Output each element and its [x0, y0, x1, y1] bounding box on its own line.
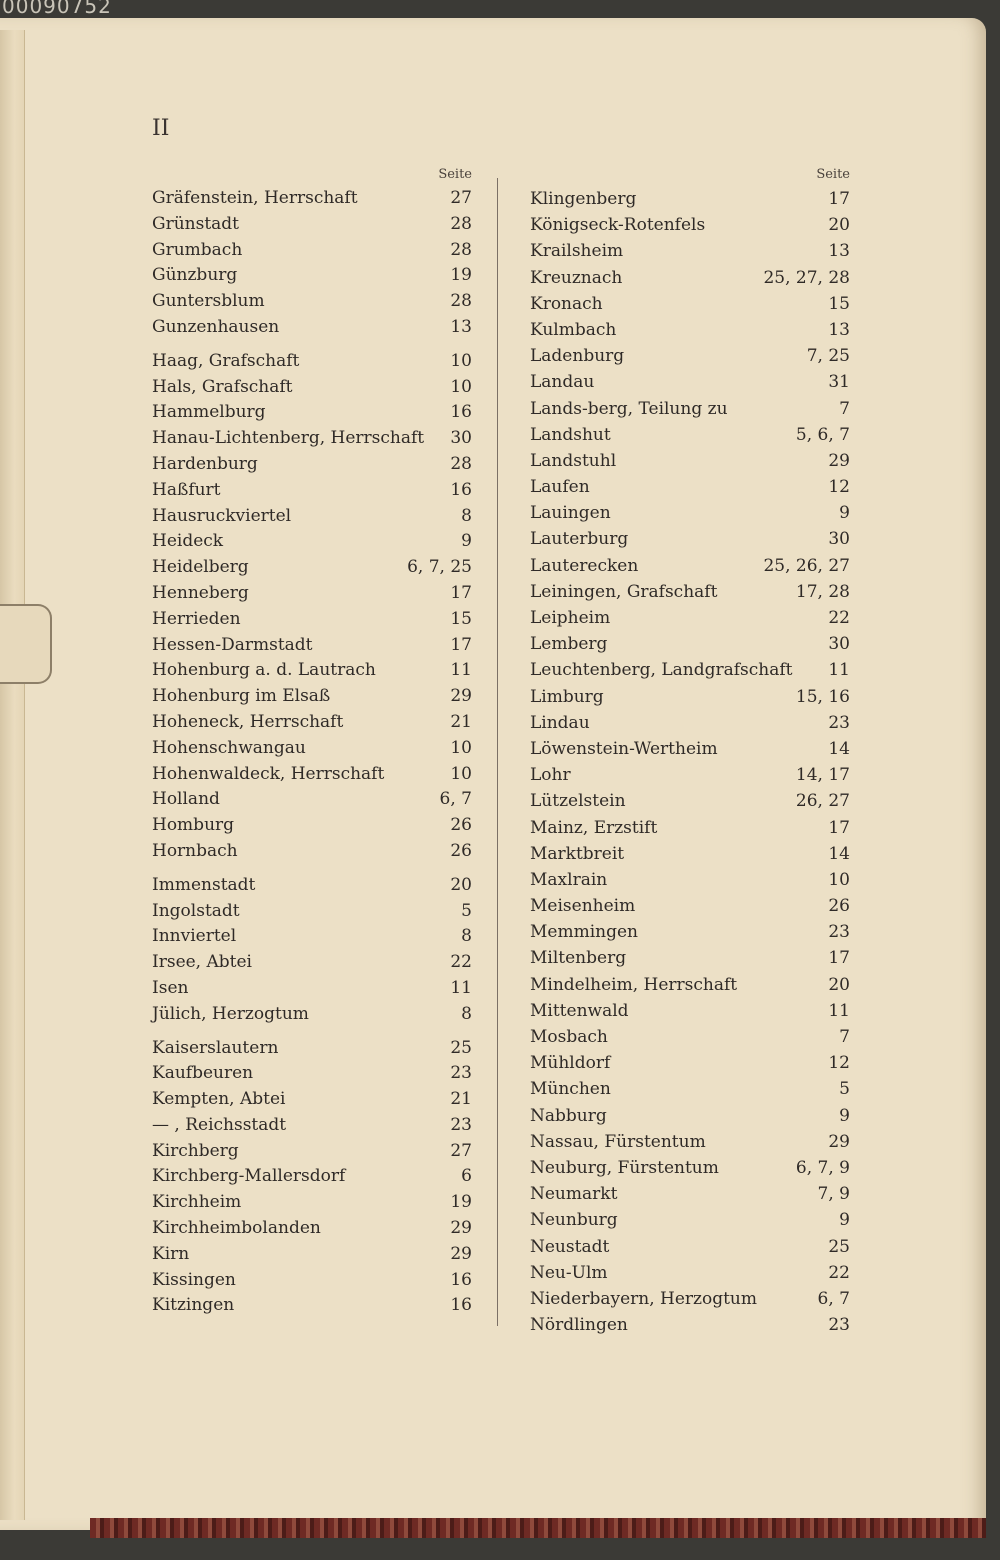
- index-entry: [530, 238, 850, 264]
- entry-name: Holland: [152, 789, 220, 810]
- entry-name: Mühldorf: [530, 1053, 611, 1074]
- entry-pages: 9: [839, 1105, 850, 1126]
- index-entry: [530, 1129, 850, 1155]
- entry-pages: 9: [839, 503, 850, 524]
- entry-name: Isen: [152, 977, 189, 998]
- entry-pages: 8: [461, 1003, 472, 1024]
- index-entry: [530, 1234, 850, 1260]
- entry-name: Leiningen, Grafschaft: [530, 581, 718, 602]
- entry-name: Homburg: [152, 815, 235, 836]
- entry-name: Hohenschwangau: [152, 737, 306, 758]
- index-entry: [530, 291, 850, 317]
- entry-name: Guntersblum: [152, 291, 265, 312]
- entry-name: Hanau-Lichtenberg, Herrschaft: [152, 428, 425, 449]
- entry-name: Nördlingen: [530, 1315, 628, 1336]
- index-entry: [152, 658, 472, 684]
- index-entry: [152, 555, 472, 581]
- index-entry: [152, 813, 472, 839]
- entry-pages: 9: [461, 531, 472, 552]
- index-entry: [530, 317, 850, 343]
- entry-name: Leipheim: [530, 608, 611, 628]
- index-entry: [152, 478, 472, 504]
- entry-name: Mittenwald: [530, 1000, 629, 1021]
- entry-name: Nabburg: [530, 1105, 607, 1126]
- entry-pages: 30: [828, 529, 850, 550]
- index-entry: [530, 657, 850, 683]
- index-entry: [152, 1002, 472, 1028]
- entry-name: Königseck-Rotenfels: [530, 215, 706, 236]
- entry-pages: 7, 25: [806, 346, 850, 367]
- entry-pages: 23: [450, 1114, 472, 1135]
- entry-pages: 5: [839, 1079, 850, 1100]
- entry-name: Limburg: [530, 686, 604, 707]
- column-divider: [497, 178, 498, 1326]
- index-entry: [530, 265, 850, 291]
- entry-pages: 20: [450, 874, 472, 895]
- entry-pages: 13: [828, 319, 850, 340]
- entry-pages: 5: [461, 900, 472, 921]
- entry-pages: 29: [450, 1218, 472, 1239]
- entry-name: Kronach: [530, 293, 603, 314]
- entry-pages: 31: [828, 372, 850, 393]
- entry-name: Krailsheim: [530, 241, 624, 262]
- entry-name: Landshut: [530, 424, 611, 445]
- index-entry: [152, 1293, 472, 1319]
- entry-pages: 7: [839, 398, 850, 419]
- entry-name: Gunzenhausen: [152, 316, 280, 337]
- entry-name: Henneberg: [152, 582, 249, 603]
- entry-name: Kitzingen: [152, 1295, 235, 1316]
- entry-name: Günzburg: [152, 265, 238, 286]
- entry-pages: 14: [828, 738, 850, 759]
- entry-name: Niederbayern, Herzogtum: [530, 1288, 757, 1309]
- entry-pages: 17, 28: [795, 581, 850, 602]
- entry-name: Neumarkt: [530, 1184, 618, 1205]
- index-entry: [530, 1207, 850, 1233]
- index-entry: [530, 815, 850, 841]
- index-entry: [152, 839, 472, 865]
- index-entry: [530, 1103, 850, 1129]
- index-entry: [152, 633, 472, 659]
- index-entry: [530, 553, 850, 579]
- index-entry: [530, 631, 850, 657]
- entry-name: Kirchheimbolanden: [152, 1218, 321, 1239]
- entry-pages: 11: [450, 660, 472, 681]
- book-spine-edge: [90, 1518, 986, 1538]
- entry-name: Ingolstadt: [152, 900, 240, 921]
- index-entry: [152, 529, 472, 555]
- index-entry: [530, 579, 850, 605]
- index-entry: [530, 867, 850, 893]
- entry-pages: 26: [828, 896, 850, 917]
- entry-name: Hardenburg: [152, 453, 258, 474]
- index-entry: [530, 212, 850, 238]
- index-entry: [152, 787, 472, 813]
- index-entry: [152, 899, 472, 925]
- entry-name: Lützelstein: [530, 791, 626, 812]
- entry-pages: 10: [450, 376, 472, 397]
- entry-name: Lohr: [530, 765, 571, 786]
- entry-name: Innviertel: [152, 926, 237, 947]
- entry-list: [530, 186, 850, 1338]
- entry-name: Lemberg: [530, 634, 608, 655]
- entry-name: Hohenwaldeck, Herrschaft: [152, 763, 385, 784]
- entry-name: Kirchberg: [152, 1140, 239, 1161]
- entry-name: Haag, Grafschaft: [152, 350, 300, 371]
- entry-name: Kirchheim: [152, 1192, 242, 1213]
- entry-pages: 6, 7, 9: [795, 1157, 850, 1178]
- entry-name: München: [530, 1079, 611, 1100]
- index-entry: [530, 448, 850, 474]
- entry-name: Neunburg: [530, 1210, 618, 1231]
- index-entry: [530, 526, 850, 552]
- entry-name: Herrieden: [152, 608, 241, 629]
- entry-pages: 10: [450, 763, 472, 784]
- entry-name: Nassau, Fürstentum: [530, 1131, 706, 1152]
- entry-pages: 25, 26, 27: [763, 555, 850, 576]
- entry-name: Leuchtenberg, Landgrafschaft: [530, 660, 793, 681]
- entry-pages: 21: [450, 711, 472, 732]
- entry-pages: 10: [450, 350, 472, 371]
- index-entry: [152, 289, 472, 315]
- entry-name: Miltenberg: [530, 948, 627, 969]
- entry-pages: 19: [450, 265, 472, 286]
- entry-name: Lindau: [530, 712, 590, 733]
- index-entry: [530, 893, 850, 919]
- entry-pages: 10: [828, 869, 850, 890]
- entry-pages: 28: [450, 213, 472, 234]
- entry-name: Klingenberg: [530, 189, 637, 209]
- entry-pages: 30: [828, 634, 850, 655]
- entry-name: Hals, Grafschaft: [152, 376, 293, 397]
- index-entry: [530, 788, 850, 814]
- index-entry: [152, 1139, 472, 1165]
- index-entry: [530, 1312, 850, 1338]
- entry-name: Memmingen: [530, 922, 638, 943]
- entry-pages: 8: [461, 505, 472, 526]
- index-entry: [152, 1087, 472, 1113]
- entry-pages: 28: [450, 239, 472, 260]
- index-column-right: [530, 164, 850, 1338]
- index-entry: [152, 581, 472, 607]
- entry-name: Neuburg, Fürstentum: [530, 1157, 719, 1178]
- column-header-seite: Seite: [816, 167, 850, 182]
- entry-pages: 15, 16: [795, 686, 850, 707]
- entry-list: [152, 186, 472, 1319]
- entry-name: Maxlrain: [530, 869, 608, 890]
- entry-pages: 25, 27, 28: [763, 267, 850, 288]
- entry-name: Kaufbeuren: [152, 1063, 254, 1084]
- entry-name: Irsee, Abtei: [152, 952, 252, 973]
- entry-name: Kaiserslautern: [152, 1037, 279, 1058]
- entry-name: Kirchberg-Mallersdorf: [152, 1166, 346, 1187]
- index-entry: [530, 474, 850, 500]
- index-entry: [530, 919, 850, 945]
- index-entry: [152, 1113, 472, 1139]
- entry-pages: 22: [828, 1262, 850, 1283]
- entry-name: Hornbach: [152, 840, 238, 861]
- entry-name: Mindelheim, Herrschaft: [530, 974, 738, 995]
- entry-pages: 6, 7: [817, 1288, 850, 1309]
- entry-pages: 22: [450, 952, 472, 973]
- entry-pages: 23: [450, 1063, 472, 1084]
- entry-pages: 16: [450, 1295, 472, 1316]
- entry-name: Hohenburg im Elsaß: [152, 686, 331, 707]
- entry-name: Ladenburg: [530, 346, 625, 367]
- entry-name: Hohenburg a. d. Lautrach: [152, 660, 376, 681]
- index-entry: [152, 212, 472, 238]
- page-stack-edge: [0, 30, 25, 1520]
- index-entry: [530, 396, 850, 422]
- entry-pages: 5, 6, 7: [795, 424, 850, 445]
- entry-pages: 23: [828, 712, 850, 733]
- entry-pages: 17: [450, 634, 472, 655]
- index-entry: [152, 1216, 472, 1242]
- index-entry: [152, 710, 472, 736]
- entry-pages: 11: [450, 977, 472, 998]
- entry-name: Neu-Ulm: [530, 1262, 608, 1283]
- entry-pages: 25: [450, 1037, 472, 1058]
- entry-pages: 20: [828, 974, 850, 995]
- entry-name: Marktbreit: [530, 843, 625, 864]
- scan-id: 00090752: [2, 0, 112, 18]
- entry-pages: 28: [450, 291, 472, 312]
- entry-pages: 11: [828, 660, 850, 681]
- page-number: II: [152, 116, 170, 141]
- entry-name: Lauterburg: [530, 529, 629, 550]
- index-entry: [152, 607, 472, 633]
- entry-pages: 15: [828, 293, 850, 314]
- entry-pages: 15: [450, 608, 472, 629]
- entry-pages: 17: [828, 948, 850, 969]
- entry-pages: 25: [828, 1236, 850, 1257]
- index-entry: [152, 1061, 472, 1087]
- entry-name: Hausruckviertel: [152, 505, 292, 526]
- entry-pages: 26: [450, 815, 472, 836]
- entry-name: Lauingen: [530, 503, 611, 524]
- entry-name: Hoheneck, Herrschaft: [152, 711, 344, 732]
- entry-pages: 12: [828, 1053, 850, 1074]
- entry-pages: 10: [450, 737, 472, 758]
- entry-name: — , Reichsstadt: [152, 1114, 287, 1135]
- index-entry: [152, 1242, 472, 1268]
- entry-name: Grumbach: [152, 239, 243, 260]
- entry-name: Kissingen: [152, 1269, 236, 1290]
- entry-pages: 29: [450, 1243, 472, 1264]
- entry-name: Landau: [530, 372, 595, 393]
- entry-pages: 9: [839, 1210, 850, 1231]
- column-header-seite: Seite: [438, 167, 472, 182]
- index-entry: [152, 950, 472, 976]
- index-entry: [530, 1050, 850, 1076]
- entry-name: Kempten, Abtei: [152, 1089, 286, 1110]
- entry-pages: 13: [450, 316, 472, 337]
- index-entry: [530, 343, 850, 369]
- entry-pages: 7, 9: [817, 1184, 850, 1205]
- index-entry: [152, 873, 472, 899]
- entry-pages: 17: [828, 817, 850, 838]
- entry-name: Meisenheim: [530, 896, 636, 917]
- index-entry: [530, 841, 850, 867]
- index-entry: [530, 1155, 850, 1181]
- index-entry: [152, 315, 472, 341]
- entry-pages: 23: [828, 1315, 850, 1336]
- entry-pages: 29: [828, 450, 850, 471]
- entry-name: Mainz, Erzstift: [530, 817, 658, 838]
- index-entry: [530, 710, 850, 736]
- index-entry: [530, 1024, 850, 1050]
- entry-name: Gräfenstein, Herrschaft: [152, 188, 358, 208]
- index-entry: [152, 504, 472, 530]
- index-entry: [530, 422, 850, 448]
- entry-pages: 11: [828, 1000, 850, 1021]
- entry-pages: 8: [461, 926, 472, 947]
- index-entry: [152, 349, 472, 375]
- entry-name: Immenstadt: [152, 874, 256, 895]
- entry-pages: 6, 7: [439, 789, 472, 810]
- index-entry: [152, 1164, 472, 1190]
- index-entry: [152, 375, 472, 401]
- entry-pages: 14, 17: [795, 765, 850, 786]
- index-entry: [530, 500, 850, 526]
- entry-pages: 13: [828, 241, 850, 262]
- index-entry: [530, 605, 850, 631]
- entry-pages: 23: [828, 922, 850, 943]
- index-entry: [530, 684, 850, 710]
- index-entry: [152, 684, 472, 710]
- index-entry: [530, 945, 850, 971]
- entry-name: Lauterecken: [530, 555, 639, 576]
- index-entry: [152, 924, 472, 950]
- index-entry: [152, 452, 472, 478]
- index-entry: [530, 369, 850, 395]
- entry-pages: 14: [828, 843, 850, 864]
- entry-name: Heidelberg: [152, 557, 249, 578]
- entry-pages: 19: [450, 1192, 472, 1213]
- entry-pages: 6: [461, 1166, 472, 1187]
- index-entry: [530, 998, 850, 1024]
- index-entry: [152, 238, 472, 264]
- entry-name: Löwenstein-Wertheim: [530, 738, 718, 759]
- entry-pages: 29: [828, 1131, 850, 1152]
- entry-pages: 7: [839, 1027, 850, 1047]
- index-entry: [530, 972, 850, 998]
- entry-pages: 16: [450, 1269, 472, 1290]
- entry-name: Kreuznach: [530, 267, 623, 288]
- index-entry: [530, 762, 850, 788]
- entry-pages: 16: [450, 402, 472, 423]
- index-entry: [530, 1181, 850, 1207]
- entry-name: Jülich, Herzogtum: [152, 1003, 309, 1024]
- index-entry: [152, 426, 472, 452]
- entry-pages: 22: [828, 608, 850, 628]
- entry-pages: 26: [450, 840, 472, 861]
- index-entry: [530, 186, 850, 212]
- entry-name: Kulmbach: [530, 319, 617, 340]
- entry-name: Haßfurt: [152, 479, 221, 500]
- entry-name: Lands-berg, Teilung zu: [530, 398, 728, 419]
- entry-pages: 16: [450, 479, 472, 500]
- entry-pages: 27: [450, 1140, 472, 1161]
- entry-pages: 30: [450, 428, 472, 449]
- entry-pages: 12: [828, 477, 850, 498]
- index-entry: [530, 1260, 850, 1286]
- index-entry: [530, 1286, 850, 1312]
- entry-name: Kirn: [152, 1243, 190, 1264]
- entry-name: Hammelburg: [152, 402, 266, 423]
- entry-pages: 26, 27: [795, 791, 850, 812]
- entry-name: Neustadt: [530, 1236, 610, 1257]
- index-entry: [152, 1190, 472, 1216]
- index-entry: [152, 1036, 472, 1062]
- index-entry: [152, 976, 472, 1002]
- entry-pages: 6, 7, 25: [407, 557, 472, 578]
- index-entry: [152, 263, 472, 289]
- index-entry: [152, 186, 472, 212]
- index-entry: [530, 1076, 850, 1102]
- entry-pages: 21: [450, 1089, 472, 1110]
- entry-pages: 17: [828, 189, 850, 209]
- index-entry: [152, 1268, 472, 1294]
- entry-name: Hessen-Darmstadt: [152, 634, 313, 655]
- entry-pages: 29: [450, 686, 472, 707]
- entry-pages: 28: [450, 453, 472, 474]
- bookmark-ribbon: [0, 604, 52, 684]
- entry-pages: 20: [828, 215, 850, 236]
- entry-name: Landstuhl: [530, 450, 617, 471]
- entry-pages: 17: [450, 582, 472, 603]
- entry-name: Laufen: [530, 477, 590, 498]
- index-entry: [530, 736, 850, 762]
- index-column-left: [152, 164, 472, 1319]
- entry-name: Heideck: [152, 531, 224, 552]
- entry-name: Mosbach: [530, 1027, 608, 1047]
- entry-pages: 27: [450, 188, 472, 208]
- index-entry: [152, 736, 472, 762]
- index-entry: [152, 400, 472, 426]
- index-entry: [152, 762, 472, 788]
- entry-name: Grünstadt: [152, 213, 240, 234]
